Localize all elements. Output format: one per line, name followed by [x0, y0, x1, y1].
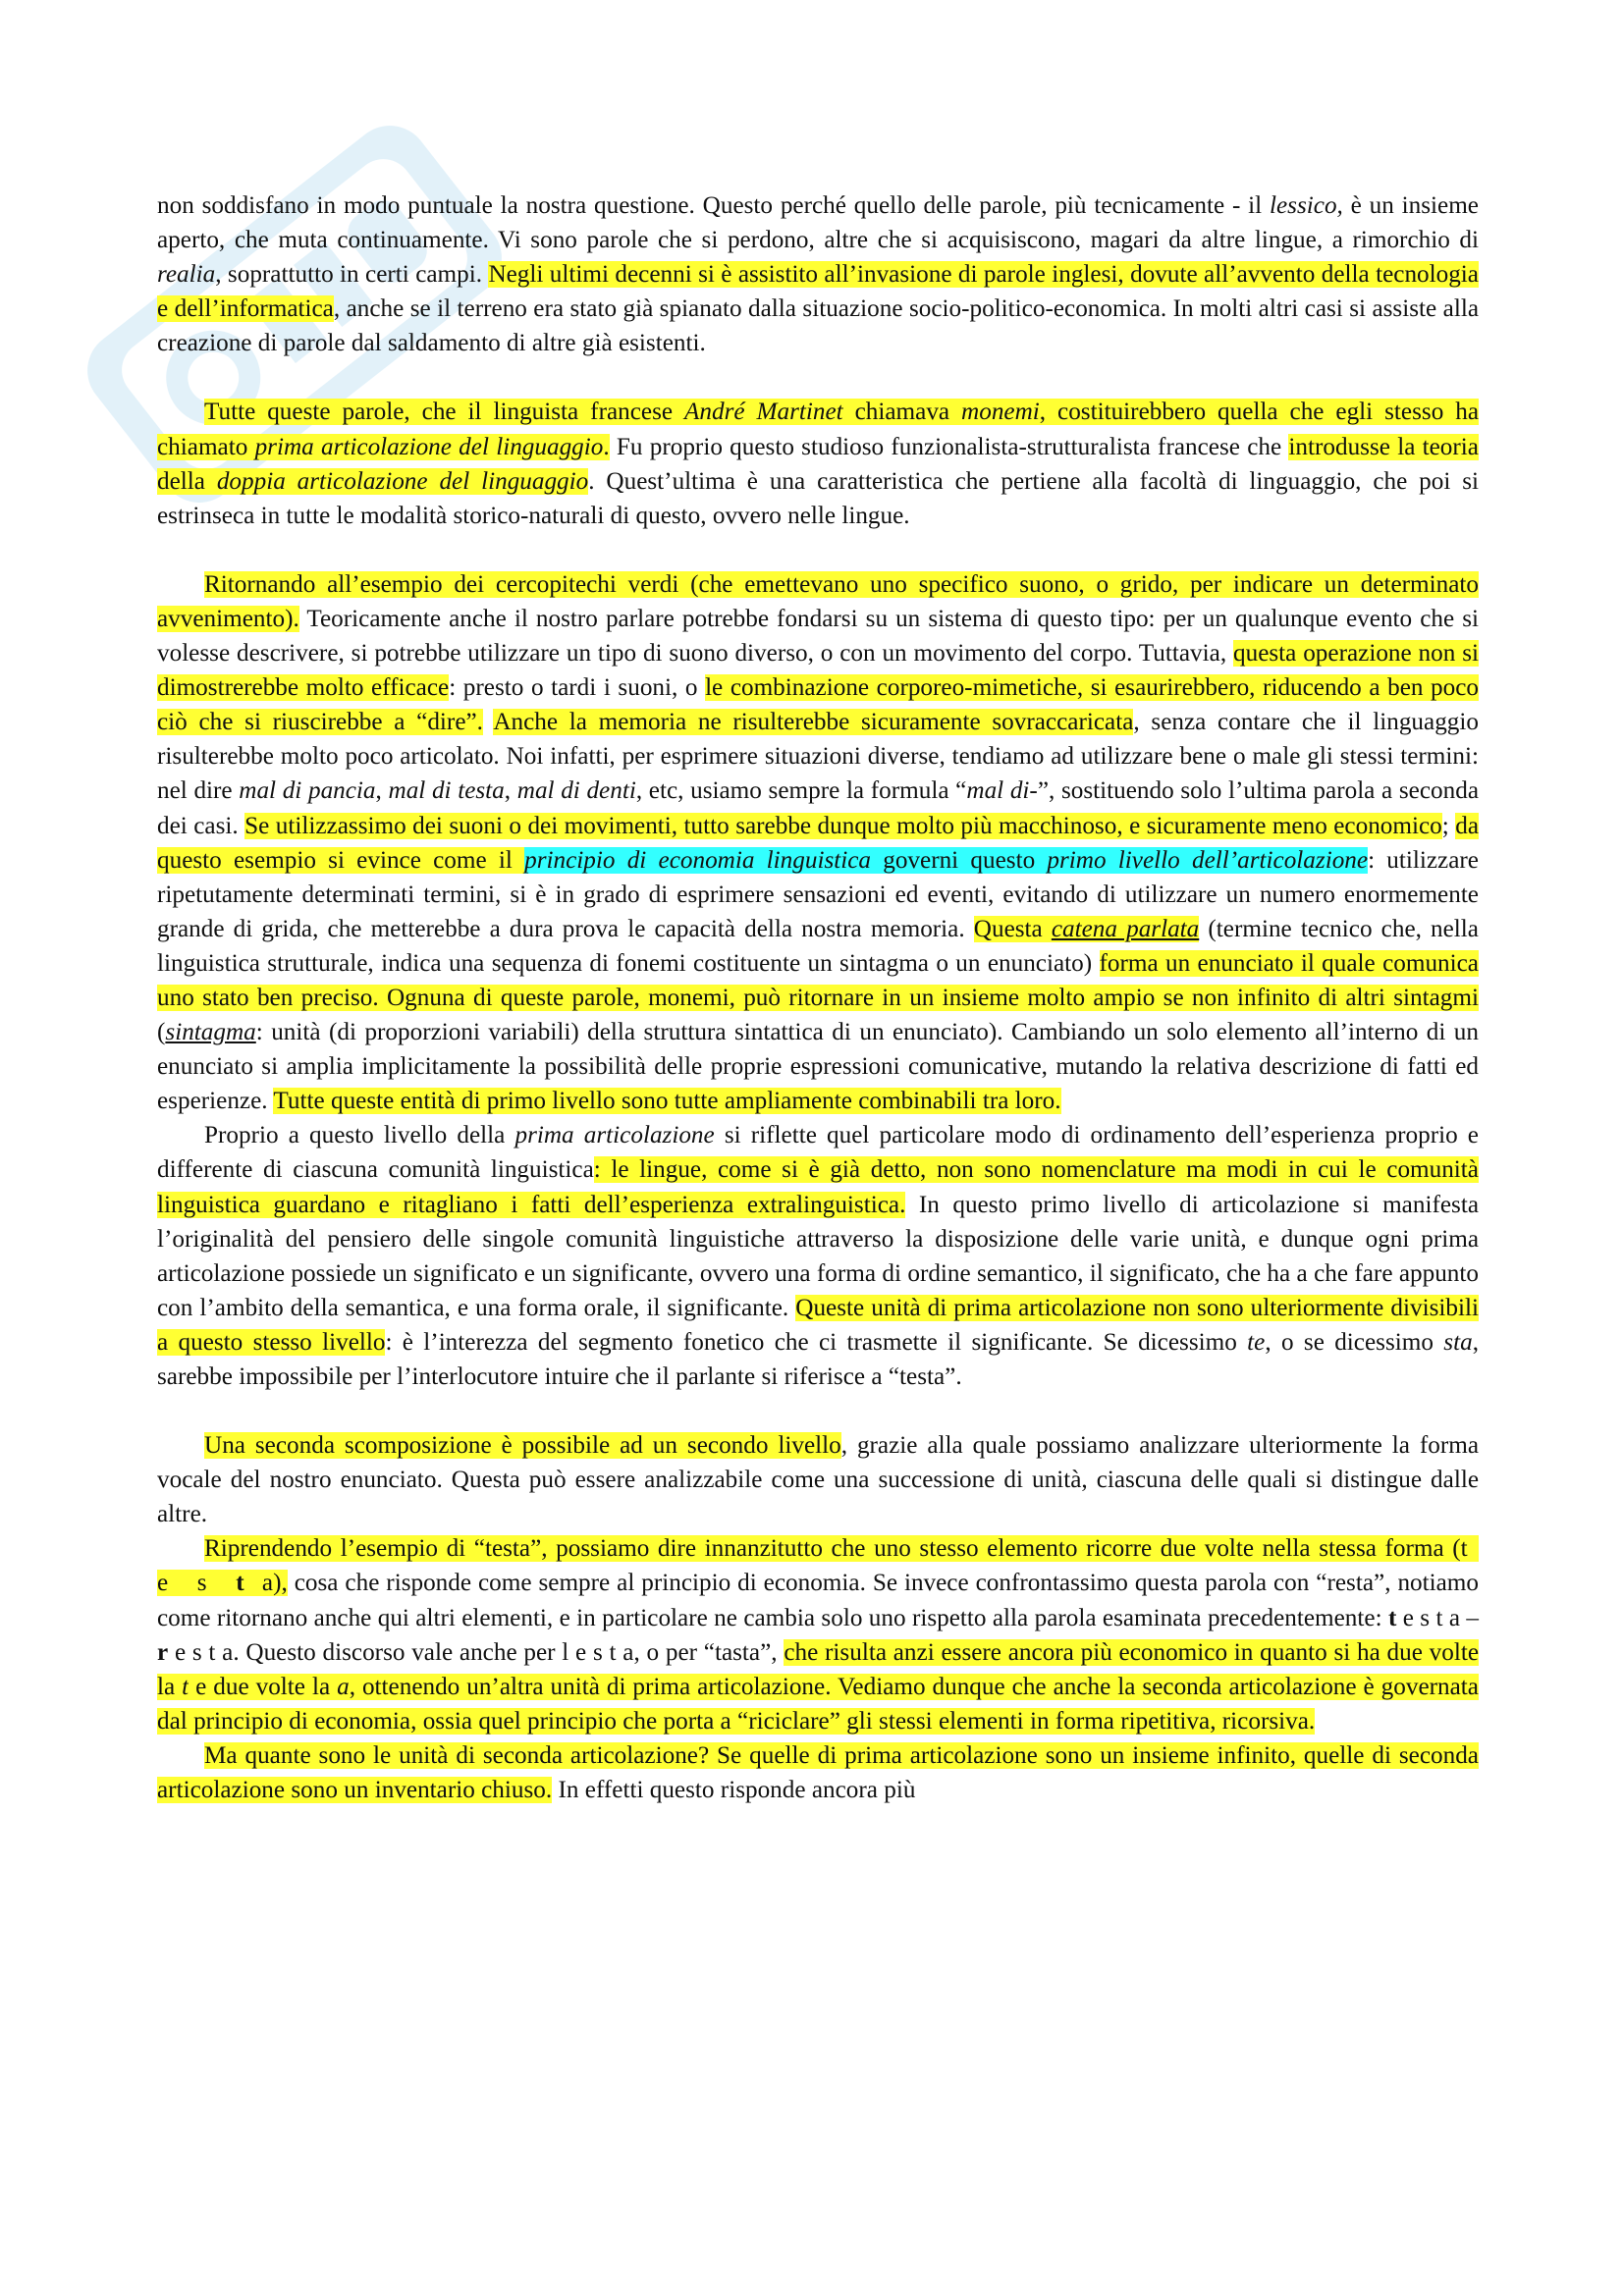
text-run: , — [375, 777, 389, 805]
text-run: e s t a. Questo discorso vale anche per l e s t a, o per “tasta”, — [168, 1638, 784, 1666]
highlighted-text: Queste unità di prima articolazione non sono ulteriormente divisibili a questo stesso livello — [157, 1294, 1479, 1356]
paragraph — [157, 395, 1479, 532]
text-run: mal di- — [966, 777, 1038, 805]
highlighted-text: a — [337, 1673, 350, 1700]
highlighted-text: Una seconda scomposizione è possibile ad un secondo livello — [204, 1432, 841, 1460]
text-run: , anche se il terreno era stato già spianato dalla situazione socio-politico-economica. In molti altri casi si assiste alla creazione di parole dal saldamento di altre già esistenti. — [157, 295, 1479, 357]
text-run: lessico, — [1269, 192, 1343, 219]
text-run — [483, 709, 493, 735]
highlighted-text: Tutte queste entità di primo livello sono tutte ampliamente combinabili tra loro. — [273, 1088, 1061, 1115]
highlighted-text: t — [182, 1673, 189, 1700]
text-run: non soddisfano in modo puntuale la nostra questione. Questo perché quello delle parole, più tecnicamente - il — [157, 192, 1270, 219]
text-run: sta — [1443, 1328, 1473, 1356]
text-run: mal di denti — [516, 777, 636, 805]
text-run: (termine tecnico che, nella linguistica strutturale, indica una sequenza di fonemi costituente un sintagma o un enunciato) — [157, 915, 1479, 977]
highlighted-text: André Martinet — [684, 399, 843, 426]
highlighted-text: prima articolazione del linguaggio — [254, 433, 604, 460]
text-run: Proprio a questo livello della — [204, 1122, 515, 1149]
highlighted-text: introdusse la teoria della — [157, 433, 1479, 495]
text-run: , soprattutto in certi campi. — [215, 261, 489, 289]
highlighted-text: che risulta anzi essere ancora più economico in quanto si ha due volte la — [157, 1638, 1480, 1700]
highlighted-text: Se utilizzassimo dei suoni o dei movimenti, tutto sarebbe dunque molto più macchinoso, e sicuramente meno economico — [244, 812, 1442, 839]
text-run: , etc, usiamo sempre la formula “ — [635, 777, 967, 805]
text-run: : utilizzare ripetutamente determinati termini, si è in grado di esprimere sensazioni ed eventi, evitando di utilizzare un numero enormemente grande di grida, che metterebbe a dura prova le capacità della nostra memoria. — [157, 846, 1479, 942]
highlighted-text: Ritornando all’esempio dei cercopitechi verdi (che emettevano uno specifico suono, o grido, per indicare un determinato avvenimento). — [157, 570, 1479, 632]
text-run: ; — [1441, 812, 1456, 839]
text-run: Teoricamente anche il nostro parlare potrebbe fondarsi su un sistema di questo tipo: per un qualunque evento che si volesse descrivere, si potrebbe utilizzare un tipo di suono diverso, o con un movimento del corpo. Tuttavia, — [157, 605, 1479, 667]
text-run: t — [1387, 1604, 1397, 1631]
highlighted-text: Tutte queste parole, che il linguista francese — [204, 399, 685, 426]
text-run: : è l’interezza del segmento fonetico che ci trasmette il significante. Se dicessimo — [385, 1328, 1248, 1356]
highlighted-text: catena parlata — [1051, 915, 1200, 942]
paragraph — [157, 188, 1479, 360]
highlighted-text: questa operazione non si dimostrerebbe molto efficace — [157, 640, 1479, 702]
highlighted-text: da questo esempio si evince come il — [157, 812, 1479, 874]
highlighted-text: chiamava — [842, 399, 962, 426]
paragraph — [157, 567, 1479, 1119]
highlighted-text: Questa — [973, 915, 1052, 942]
text-run: , sarebbe impossibile per l’interlocutore intuire che il parlante si riferisce a “testa”. — [157, 1328, 1479, 1390]
text-run: te — [1247, 1328, 1266, 1356]
highlighted-text: Negli ultimi decenni si è assistito all’invasione di parole inglesi, dovute all’avvento della tecnologia e dell’informatica — [157, 261, 1479, 323]
text-run: In effetti questo risponde ancora più — [552, 1777, 916, 1804]
text-run: mal di testa — [388, 777, 505, 805]
highlighted-text: le combinazione corporeo-mimetiche, si esaurirebbero, riducendo a ben poco ciò che si riuscirebbe a “dire”. — [157, 674, 1480, 736]
highlighted-text: a), — [254, 1570, 288, 1597]
text-run: r — [157, 1638, 169, 1666]
paragraph — [157, 1531, 1479, 1738]
text-run: è un insieme aperto, che muta continuamente. Vi sono parole che si perdono, altre che si acquisiscono, magari da altre lingue, a rimorchio di — [157, 192, 1479, 254]
text-run: : presto o tardi i suoni, o — [449, 674, 706, 702]
text-run: : unità (di proporzioni variabili) della struttura sintattica di un enunciato). Cambiando un solo elemento all’interno di un enunciato si amplia implicitamente la possibilità delle proprie espressioni comunicative, mutando la relativa descrizione di fatti ed esperienze. — [157, 1019, 1479, 1115]
paragraph — [157, 1738, 1479, 1807]
text-run: si riflette quel particolare modo di ordinamento dell’esperienza proprio e differente di ciascuna comunità linguistica — [157, 1122, 1479, 1184]
cyan-highlighted-text: principio di economia linguistica — [524, 846, 872, 874]
highlighted-text: . — [603, 433, 610, 460]
highlighted-text: doppia articolazione del linguaggio — [216, 467, 589, 495]
highlighted-text: forma un enunciato il quale comunica uno stato ben preciso. Ognuna di queste parole, monemi, può ritornare in un insieme molto ampio se non infinito di altri sintagmi — [157, 949, 1479, 1011]
highlighted-text: Ma quante sono le unità di seconda articolazione? Se quelle di prima articolazione sono un insieme infinito, quelle di seconda articolazione sono un inventario chiuso. — [157, 1741, 1479, 1804]
text-run: mal di pancia — [239, 777, 376, 805]
paragraph — [157, 1428, 1479, 1531]
text-run: cosa che risponde come sempre al principio di economia. Se invece confrontassimo questa parola con “resta”, notiamo come ritornano anche qui altri elementi, e in particolare ne cambia solo uno rispetto alla parola esaminata precedentemente: — [157, 1570, 1479, 1631]
text-run: ”, sostituendo solo l’ultima parola a seconda dei casi. — [157, 777, 1480, 839]
text-run: , — [504, 777, 517, 805]
text-run: Fu proprio questo studioso funzionalista-strutturalista francese che — [609, 433, 1289, 460]
highlighted-text: t e s — [157, 1535, 1479, 1597]
paragraph — [157, 1118, 1479, 1394]
text-run: e s t a – — [1396, 1604, 1479, 1631]
highlighted-text: t — [236, 1570, 255, 1597]
text-run: ( — [157, 1019, 166, 1046]
cyan-highlighted-text: primo livello dell’articolazione — [1047, 846, 1369, 874]
highlighted-text: Riprendendo l’esempio di “testa”, possiamo dire innanzitutto che uno stesso elemento ricorre due volte nella stessa forma ( — [204, 1535, 1461, 1563]
highlighted-text: e due volte la — [189, 1673, 338, 1700]
text-run: sintagma — [165, 1019, 256, 1046]
text-run: . Quest’ultima è una caratteristica che pertiene alla facoltà di linguaggio, che poi si estrinseca in tutte le modalità storico-naturali di questo, ovvero nelle lingue. — [157, 467, 1480, 529]
highlighted-text: : le lingue, come si è già detto, non sono nomenclature ma modi in cui le comunità linguistica guardano e ritagliano i fatti dell’esperienza extralinguistica. — [157, 1156, 1479, 1218]
text-run: In questo primo livello di articolazione si manifesta l’originalità del pensiero delle singole comunità linguistiche attraverso la disposizione delle varie unità, e dunque ogni prima articolazione possiede un significato e un significante, ovvero una forma di ordine semantico, il significato, che ha a che fare appunto con l’ambito della semantica, e una forma orale, il significante. — [157, 1191, 1479, 1321]
text-run: , o se dicessimo — [1265, 1328, 1444, 1356]
text-run: realia — [157, 261, 216, 289]
text-run: prima articolazione — [514, 1122, 715, 1149]
document-body — [157, 188, 1479, 1807]
text-run: , senza contare che il linguaggio risulterebbe molto poco articolato. Noi infatti, per esprimere situazioni diverse, tendiamo ad utilizzare bene o male gli stessi termini: nel dire — [157, 709, 1479, 805]
text-run: , grazie alla quale possiamo analizzare ulteriormente la forma vocale del nostro enunciato. Questa può essere analizzabile come una successione di unità, ciascuna delle quali si distingue dalle altre. — [157, 1432, 1479, 1528]
highlighted-text: , ottenendo un’altra unità di prima articolazione. Vediamo dunque che anche la seconda articolazione è governata dal principio di economia, ossia quel principio che porta a “riciclare” gli stessi elementi in forma ripetitiva, ricorsiva. — [157, 1673, 1479, 1735]
highlighted-text: , costituirebbero quella che egli stesso ha chiamato — [157, 399, 1479, 460]
cyan-highlighted-text: governi questo — [871, 846, 1048, 874]
highlighted-text: Anche la memoria ne risulterebbe sicuramente sovraccaricata — [493, 709, 1134, 736]
highlighted-text: monemi — [961, 399, 1040, 426]
